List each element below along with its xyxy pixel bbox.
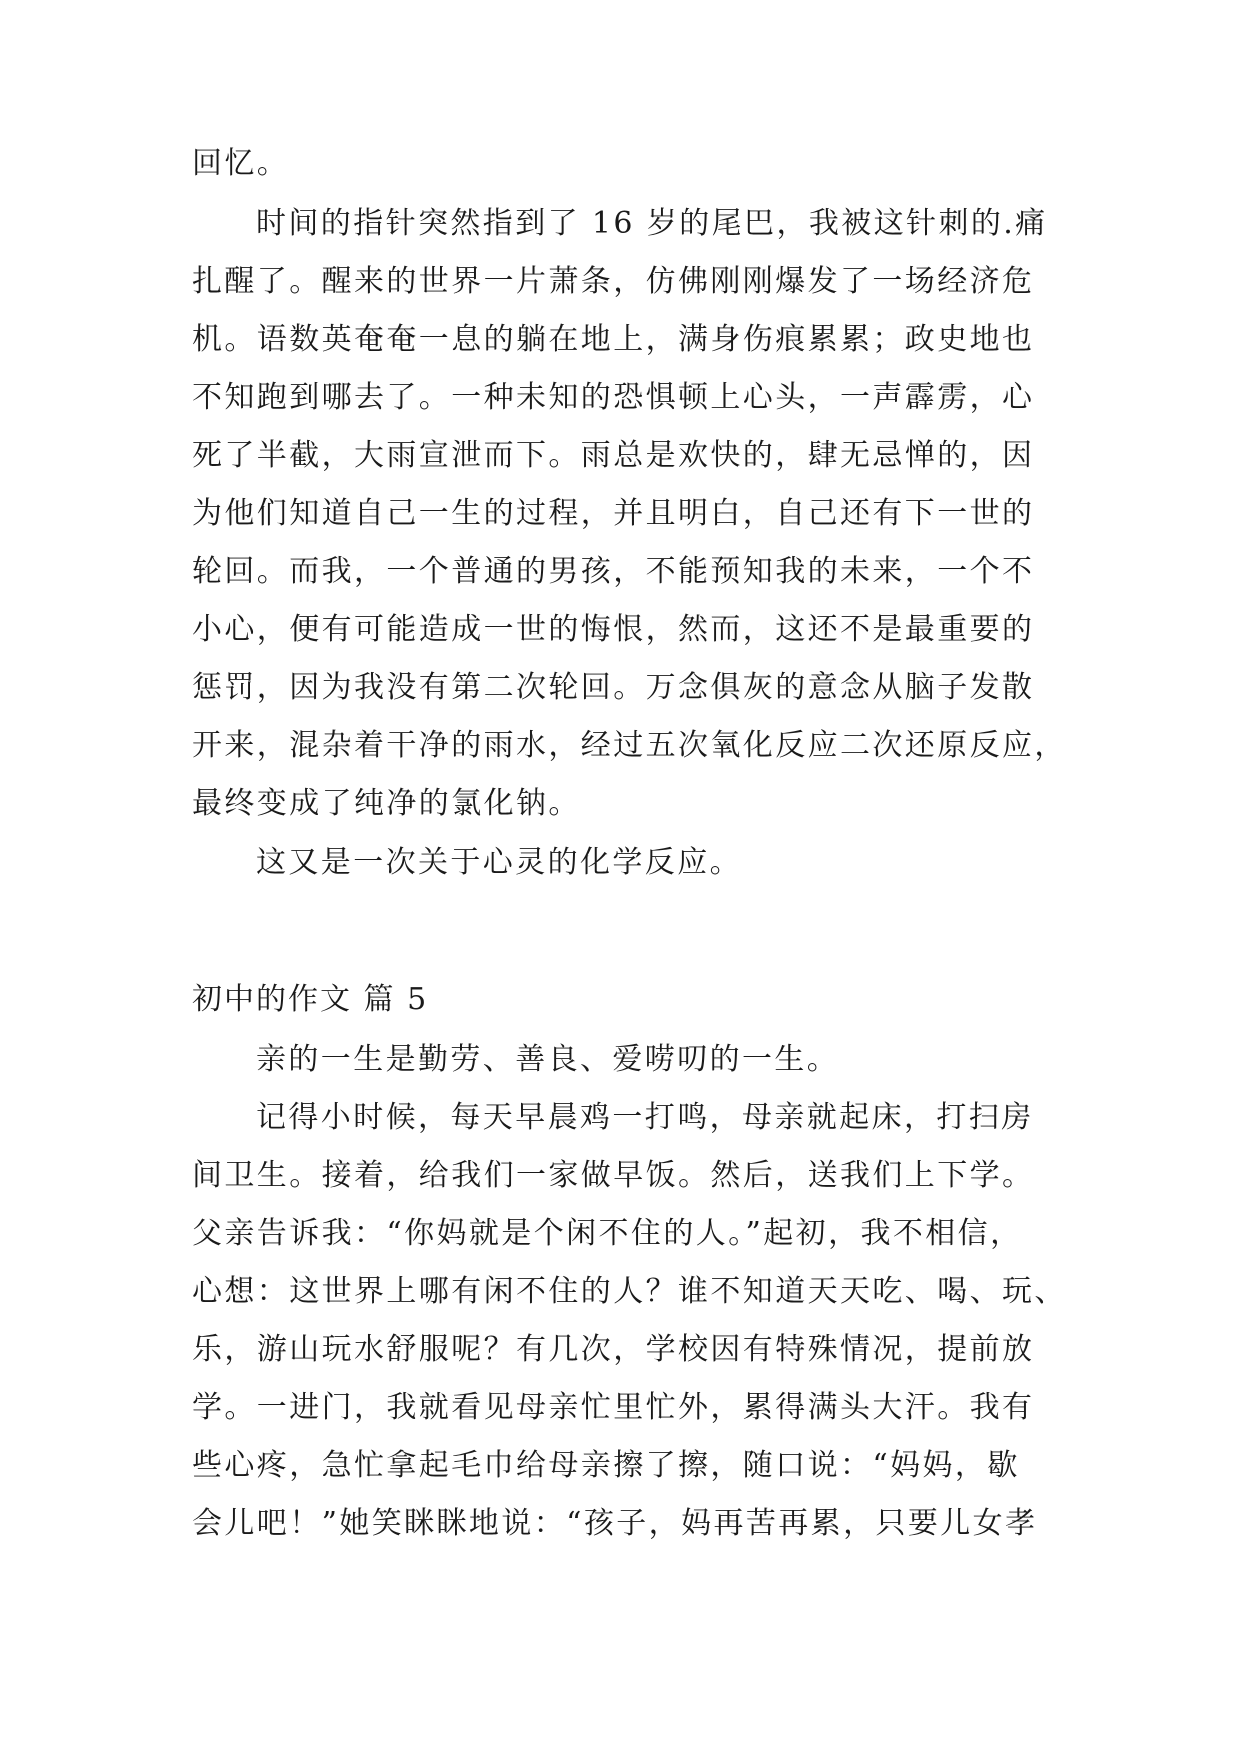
paragraph-first-line: 亲的一生是勤劳、善良、爱唠叨的一生。 bbox=[256, 1042, 840, 1077]
text-line: 为他们知道自己一生的过程，并且明白，自己还有下一世的 bbox=[192, 496, 1035, 531]
text-line: 回忆。 bbox=[192, 146, 290, 181]
text-line: 父亲告诉我：“你妈就是个闲不住的人。”起初，我不相信， bbox=[192, 1216, 1023, 1251]
text-line: 会儿吧！”她笑眯眯地说：“孩子，妈再苦再累，只要儿女孝 bbox=[192, 1506, 1038, 1541]
text-line: 死了半截，大雨宣泄而下。雨总是欢快的，肆无忌惮的，因 bbox=[192, 438, 1035, 473]
text-line: 惩罚，因为我没有第二次轮回。万念俱灰的意念从脑子发散 bbox=[192, 670, 1035, 705]
paragraph-first-line: 记得小时候，每天早晨鸡一打鸣，母亲就起床，打扫房 bbox=[256, 1100, 1034, 1135]
text-line: 学。一进门，我就看见母亲忙里忙外，累得满头大汗。我有 bbox=[192, 1390, 1035, 1425]
paragraph-first-line: 这又是一次关于心灵的化学反应。 bbox=[256, 845, 742, 880]
text-line: 间卫生。接着，给我们一家做早饭。然后，送我们上下学。 bbox=[192, 1158, 1035, 1193]
text-line: 轮回。而我，一个普通的男孩，不能预知我的未来，一个不 bbox=[192, 554, 1035, 589]
section-heading: 初中的作文 篇 5 bbox=[192, 982, 429, 1017]
text-line: 小心，便有可能造成一世的悔恨，然而，这还不是最重要的 bbox=[192, 612, 1035, 647]
text-line: 最终变成了纯净的氯化钠。 bbox=[192, 786, 581, 821]
text-line: 机。语数英奄奄一息的躺在地上，满身伤痕累累；政史地也 bbox=[192, 322, 1035, 357]
text-line: 不知跑到哪去了。一种未知的恐惧顿上心头，一声霹雳，心 bbox=[192, 380, 1035, 415]
text-line: 心想：这世界上哪有闲不住的人？谁不知道天天吃、喝、玩、 bbox=[192, 1274, 1067, 1309]
text-line: 乐，游山玩水舒服呢？有几次，学校因有特殊情况，提前放 bbox=[192, 1332, 1035, 1367]
text-line: 些心疼，急忙拿起毛巾给母亲擦了擦，随口说：“妈妈，歇 bbox=[192, 1448, 1020, 1483]
paragraph-first-line: 时间的指针突然指到了 16 岁的尾巴，我被这针刺的.痛 bbox=[256, 206, 1048, 241]
text-line: 开来，混杂着干净的雨水，经过五次氧化反应二次还原反应， bbox=[192, 728, 1067, 763]
text-line: 扎醒了。醒来的世界一片萧条，仿佛刚刚爆发了一场经济危 bbox=[192, 264, 1035, 299]
